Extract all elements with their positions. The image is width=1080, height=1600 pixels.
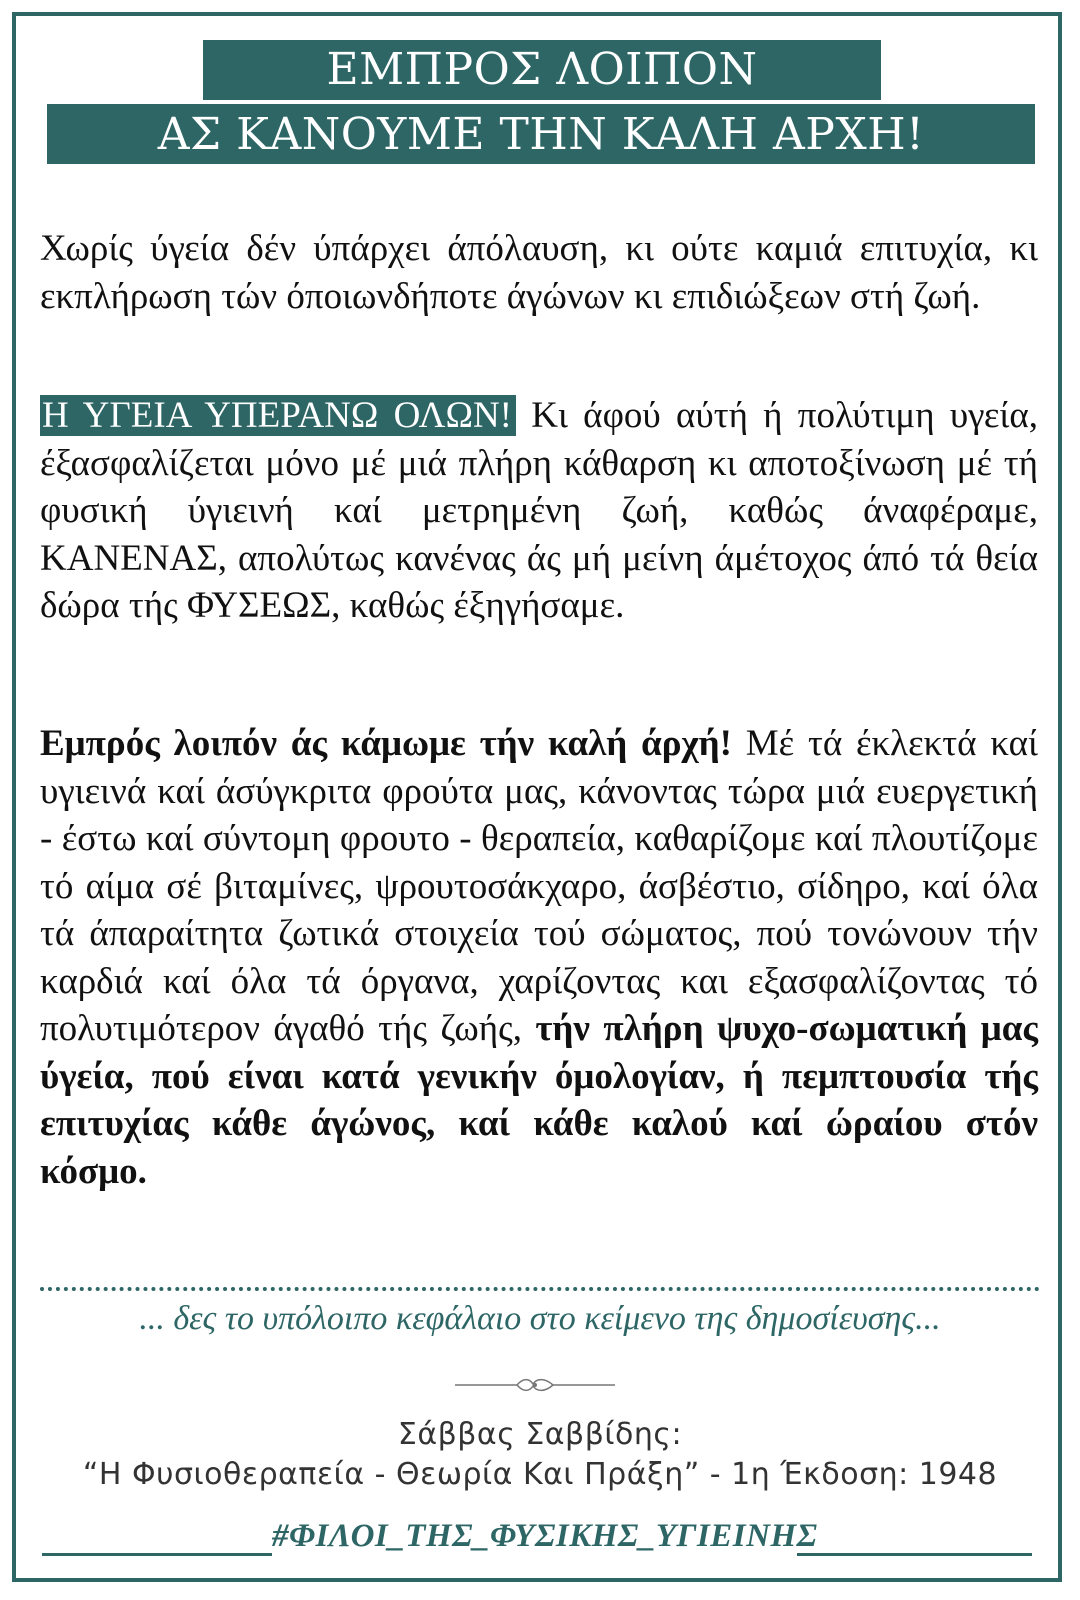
dotted-divider xyxy=(40,1287,1040,1291)
paragraph-health xyxy=(40,392,1038,630)
book-reference: “Η Φυσιοθεραπεία - Θεωρία Και Πράξη” - 1η Έκδοση: 1948 xyxy=(82,1457,998,1492)
paragraph-intro: Χωρίς ύγεία δέν ύπάρχει άπόλαυση, κι ούτε καμιά επιτυχία, κι εκπλήρωση τών όποιωνδήποτε άγώνων κι επιδιώξεων στή ζωή. xyxy=(40,228,1038,317)
ornament-divider-icon xyxy=(455,1375,615,1395)
title-banner-line1: ΕΜΠΡΟΣ ΛΟΙΠΟΝ xyxy=(203,40,881,100)
title-banner-line2: ΑΣ ΚΑΝΟΥΜΕ ΤΗΝ ΚΑΛΗ ΑΡΧΗ! xyxy=(47,104,1035,164)
hashtag-label: #ΦΙΛΟΙ_ΤΗΣ_ΦΥΣΙΚΗΣ_ΥΓΙΕΙΝΗΣ xyxy=(272,1518,818,1554)
footer-rule-left xyxy=(42,1553,272,1556)
paragraph-fruit-therapy xyxy=(40,720,1038,1195)
footer-rule-right xyxy=(797,1553,1032,1556)
continue-reading-note: ... δες το υπόλοιπο κεφάλαιο στο κείμενο της δημοσίευσης... xyxy=(139,1300,941,1337)
paragraph-fruit-text: Μέ τά έκλεκτά καί υγιεινά καί άσύγκριτα φρούτα μας, κάνοντας τώρα μιά ευεργετική - έστω καί σύντομη φρουτο - θεραπεία, καθαρίζομε καί πλουτίζομε τό αίμα σέ βιταμίνες, ψρουτοσάκχαρο, άσβέστιο, σίδηρο, καί όλα τά άπαραίτητα ζωτικά στοιχεία τού σώματος, πού τονώνουν τήν καρδιά καί όλα τά όργανα, χαρίζοντας και εξασφαλίζοντας τό πολυτιμότερον άγαθό τής ζωής, xyxy=(40,723,1038,1049)
paragraph-fruit-lead: Εμπρός λοιπόν άς κάμωμε τήν καλή άρχή! xyxy=(40,723,732,764)
paragraph-fruit-conclusion: τήν πλήρη ψυχο-σωματική μας ύγεία, πού είναι κατά γενικήν όμολογίαν, ή πεμπτουσία τής επιτυχίας κάθε άγώνος, καί κάθε καλού καί ώραίου στόν κόσμο. xyxy=(40,1008,1038,1192)
author-name: Σάββας Σαββίδης: xyxy=(397,1417,683,1452)
health-highlight: Η ΥΓΕΙΑ ΥΠΕΡΑΝΩ ΟΛΩΝ! xyxy=(40,395,516,436)
paragraph-health-text: Κι άφού αύτή ή πολύτιμη υγεία, έξασφαλίζεται μόνο μέ μιά πλήρη κάθαρση κι αποτοξίνωση μέ τή φυσική ύγιεινή καί μετρημένη ζωή, καθώς άναφέραμε, ΚΑΝΕΝΑΣ, απολύτως κανένας άς μή μείνη άμέτοχος άπό τά θεία δώρα τής ΦΥΣΕΩΣ, καθώς έξηγήσαμε. xyxy=(40,395,1038,626)
